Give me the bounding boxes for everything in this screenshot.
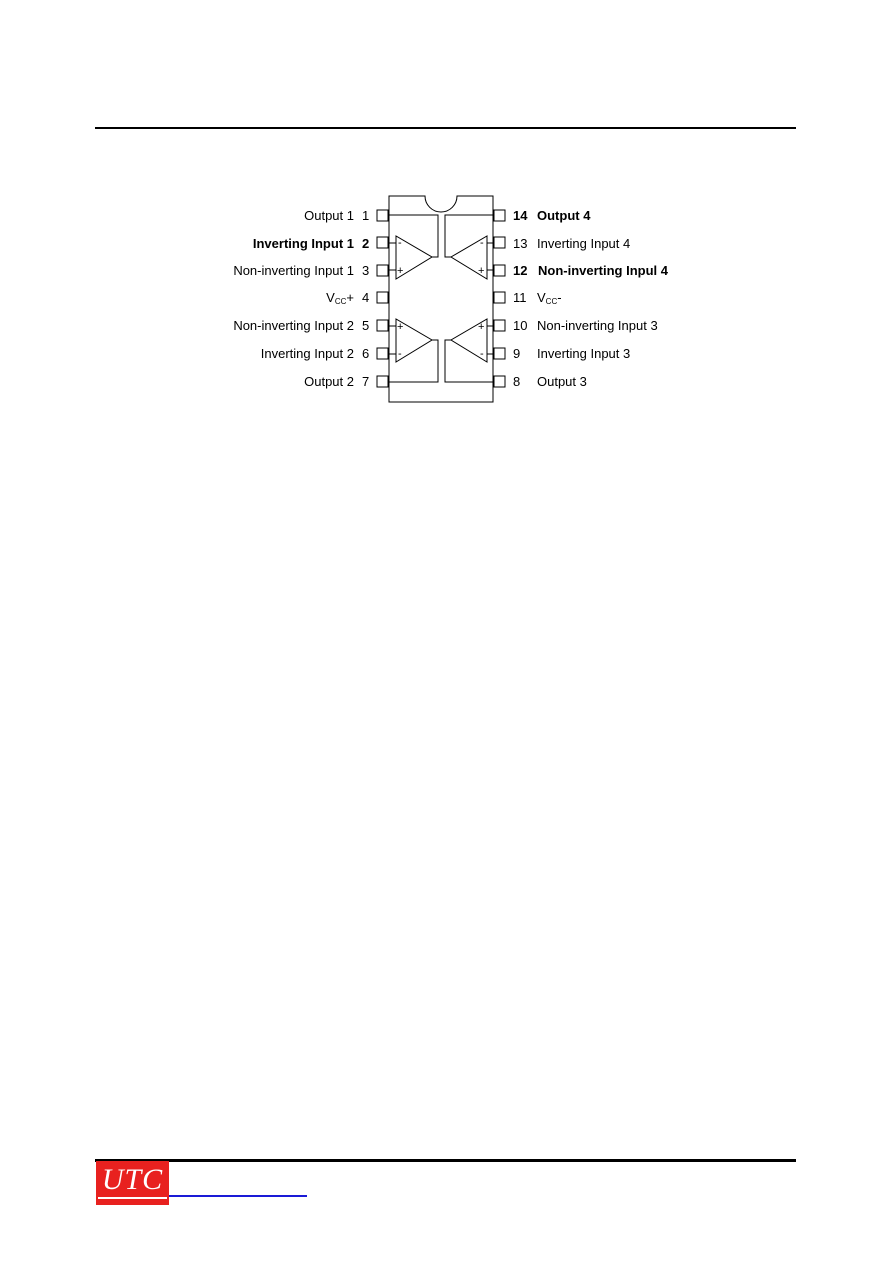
pin-number-7: 7 [362, 374, 370, 389]
pin-label-12: Non-inverting Inpul 4 [538, 263, 668, 278]
pin-number-9: 9 [513, 346, 521, 361]
vcc-tail: - [557, 290, 562, 305]
opamp-2-plus: + [397, 321, 404, 333]
pin-square-1 [377, 210, 388, 221]
pin-square-6 [377, 348, 388, 359]
vcc-sub: CC [545, 297, 558, 306]
left-pin-squares [377, 210, 388, 387]
pin-number-3: 3 [362, 263, 370, 278]
pin-label-9: Inverting Input 3 [537, 346, 631, 361]
pin-number-4: 4 [362, 290, 370, 305]
vcc-main: V [537, 290, 546, 305]
pin-square-7 [377, 376, 388, 387]
pin-label-6: Inverting Input 2 [260, 346, 354, 361]
pin-number-14: 14 [513, 208, 528, 223]
pin-square-11 [494, 292, 505, 303]
pin-square-12 [494, 265, 505, 276]
opamp-2-minus: - [398, 348, 402, 360]
pin-label-7: Output 2 [304, 374, 354, 389]
opamp-3-plus: + [478, 321, 485, 333]
vcc-tail: + [346, 290, 354, 305]
vcc-sub: CC [334, 297, 347, 306]
pin-label-3: Non-inverting Input 1 [233, 263, 354, 278]
pin-number-13: 13 [513, 236, 528, 251]
pin-square-8 [494, 376, 505, 387]
pin-square-10 [494, 320, 505, 331]
pin-label-8: Output 3 [537, 374, 587, 389]
vcc-main: V [326, 290, 335, 305]
pin-number-12: 12 [513, 263, 528, 278]
pin-number-10: 10 [513, 318, 528, 333]
pin-number-5: 5 [362, 318, 370, 333]
utc-logo-underline [98, 1197, 167, 1199]
pin-square-5 [377, 320, 388, 331]
pin-label-14: Output 4 [537, 208, 591, 223]
pin-label-2: Inverting Input 1 [252, 236, 354, 251]
footer-rule [95, 1159, 796, 1162]
pin-label-13: Inverting Input 4 [537, 236, 631, 251]
pin-label-1: Output 1 [304, 208, 354, 223]
opamp-3 [445, 319, 493, 382]
pin-label-5: Non-inverting Input 2 [233, 318, 354, 333]
opamp-4 [445, 215, 493, 279]
opamp-3-minus: - [480, 348, 484, 360]
pin-label-11 [537, 290, 562, 310]
utc-logo [96, 1161, 169, 1205]
ic-package-outline [389, 196, 493, 402]
pin-number-11: 11 [513, 290, 527, 305]
pin-number-8: 8 [513, 374, 521, 389]
pin-square-3 [377, 265, 388, 276]
opamp-1-minus: - [398, 237, 402, 249]
opamp-4-plus: + [478, 265, 485, 277]
pin-number-1: 1 [362, 208, 370, 223]
pin-square-13 [494, 237, 505, 248]
utc-logo-text: UTC [101, 1163, 164, 1196]
pin-label-4 [326, 290, 354, 310]
pin-square-9 [494, 348, 505, 359]
pin-number-6: 6 [362, 346, 370, 361]
right-pin-squares [494, 210, 505, 387]
pin-square-4 [377, 292, 388, 303]
website-link-underline[interactable] [169, 1195, 307, 1197]
opamp-1-plus: + [397, 265, 404, 277]
pin-number-2: 2 [362, 236, 370, 251]
opamp-4-minus: - [480, 237, 484, 249]
pin-square-2 [377, 237, 388, 248]
pin-square-14 [494, 210, 505, 221]
pin-label-10: Non-inverting Input 3 [537, 318, 658, 333]
